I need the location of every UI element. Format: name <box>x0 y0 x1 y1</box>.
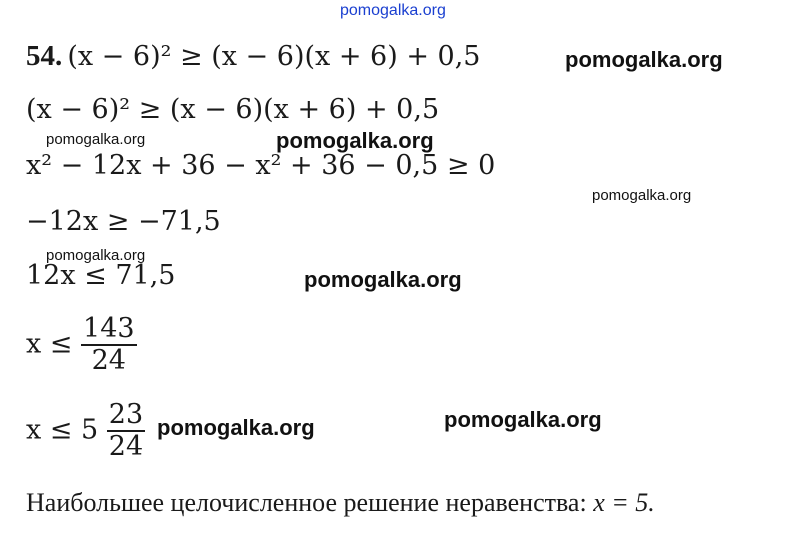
watermark-1: pomogalka.org <box>565 47 723 72</box>
mixed-step <box>26 400 145 462</box>
mixed-fraction-denominator: 24 <box>108 431 144 462</box>
conclusion <box>26 488 655 518</box>
problem-inequality: (x − 6)² ≥ (x − 6)(x + 6) + 0,5 <box>67 41 481 72</box>
mixed-step-lhs: x ≤ 5 <box>26 414 99 446</box>
fraction <box>81 314 137 376</box>
watermark-4: pomogalka.org <box>592 187 692 204</box>
fraction-denominator: 24 <box>81 344 137 376</box>
fraction-step <box>26 314 137 376</box>
fraction-numerator: 143 <box>83 313 135 344</box>
watermark-3: pomogalka.org <box>276 128 434 153</box>
fraction-step-lhs: x ≤ <box>26 328 73 360</box>
watermark-7: pomogalka.org <box>157 415 315 440</box>
conclusion-answer: x = 5. <box>593 488 655 517</box>
step-1: (x − 6)² ≥ (x − 6)(x + 6) + 0,5 <box>26 94 440 125</box>
watermark-8: pomogalka.org <box>444 407 602 432</box>
problem-statement <box>26 40 480 73</box>
watermark-top: pomogalka.org <box>340 2 446 19</box>
conclusion-text: Наибольшее целочисленное решение неравенства: <box>26 488 587 517</box>
mixed-fraction-numerator: 23 <box>108 399 144 430</box>
mixed-fraction <box>107 400 145 462</box>
step-3: −12x ≥ −71,5 <box>26 206 221 237</box>
watermark-5: pomogalka.org <box>46 247 146 264</box>
watermark-6: pomogalka.org <box>304 267 462 292</box>
step-2: x² − 12x + 36 − x² + 36 − 0,5 ≥ 0 <box>26 150 496 181</box>
step-4: 12x ≤ 71,5 <box>26 260 176 291</box>
watermark-2: pomogalka.org <box>46 131 146 148</box>
problem-number: 54. <box>26 40 63 72</box>
